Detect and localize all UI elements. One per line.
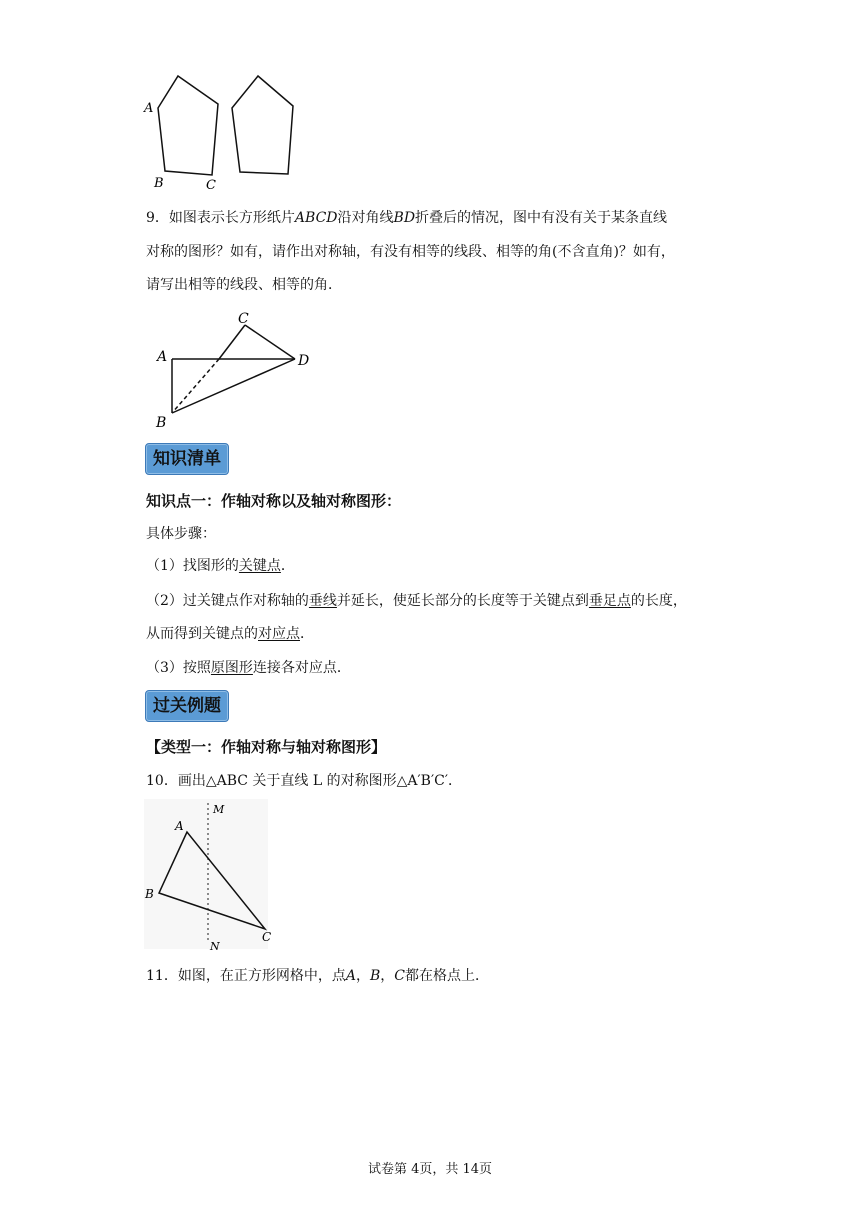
fig9-label-a: A [157,349,168,365]
fig9-label-c: C [238,311,249,327]
fig10-label-n: N [210,940,220,952]
fig8-label-b: B [154,176,164,191]
q11-text [146,967,489,985]
figure-background [144,799,268,949]
q9-t2: 沿对角线 [337,210,394,226]
step2b-post: ． [300,626,314,642]
step2-mid: 并延长，使延长部分的长度等于关键点到 [336,593,589,609]
step3-pre: （3）按照 [146,660,211,676]
step-2-cont [146,625,314,643]
fig10-label-a: A [175,819,184,833]
fig9-label-b: B [156,415,167,430]
steps-intro: 具体步骤： [146,526,216,542]
q9-abcd: ABCD [294,210,338,226]
q9-t1: 如图表示长方形纸片 [168,210,295,226]
type1-title: 【类型一：作轴对称与轴对称图形】 [146,738,387,756]
q9-num: 9． [146,210,169,226]
folded-rectangle-figure [150,308,320,430]
side-bc-dashed [172,359,219,413]
step3-post: 连接各对应点． [252,660,351,676]
step1-pre: （1）找图形的 [146,558,239,574]
q11-pre: 11．如图，在正方形网格中，点 [146,968,346,984]
step2-post: 的长度， [630,593,687,609]
step2b-underline: 对应点 [258,626,300,642]
q9-line1 [146,209,667,227]
q11-post: 都在格点上． [404,968,489,984]
pentagon-figure [140,70,310,195]
step2-pre: （2）过关键点作对称轴的 [146,593,309,609]
q11-point-a: A [345,968,356,984]
q9-line2: 对称的图形？如有，请作出对称轴，有没有相等的线段、相等的角(不含直角)？如有， [146,244,675,260]
step3-underline: 原图形 [210,660,253,676]
step2-underline-2: 垂足点 [588,593,631,609]
fig8-label-a: A [144,101,154,116]
step-1 [146,557,295,575]
step-2 [146,592,687,610]
side-cd [245,325,295,359]
fig10-label-m: M [213,803,225,816]
step2b-pre: 从而得到关键点的 [146,626,258,642]
pentagon-right [232,76,293,174]
q11-point-b: B [369,968,381,984]
q9-bd: BD [393,210,416,226]
step1-underline: 关键点 [238,558,281,574]
q9-line3: 请写出相等的线段、相等的角． [146,277,342,293]
fig9-label-d: D [298,353,310,369]
triangle-reflection-figure [140,797,275,952]
side-bc-solid [219,325,245,359]
step1-post: ． [280,558,295,574]
pentagon-left [158,76,218,175]
fig10-label-c: C [262,930,272,944]
section-badge-examples: 过关例题 [145,690,229,722]
q9-t3: 折叠后的情况，图中有没有关于某条直线 [415,210,668,226]
fig8-label-c: C [206,178,216,193]
diagonal-bd [172,359,295,413]
q10-text: 10．画出△ABC 关于直线 L 的对称图形△A′B′C′． [146,773,463,789]
step2-underline-1: 垂线 [308,593,337,609]
q11-point-c: C [394,968,405,984]
q11-sep1: ， [355,968,370,984]
section-badge-knowledge-list: 知识清单 [145,443,229,475]
q11-sep2: ， [380,968,395,984]
point1-title: 知识点一：作轴对称以及轴对称图形： [146,492,402,510]
step-3 [146,659,351,677]
fig10-label-b: B [145,887,154,901]
page-footer: 试卷第 4页，共 14页 [367,1162,493,1177]
